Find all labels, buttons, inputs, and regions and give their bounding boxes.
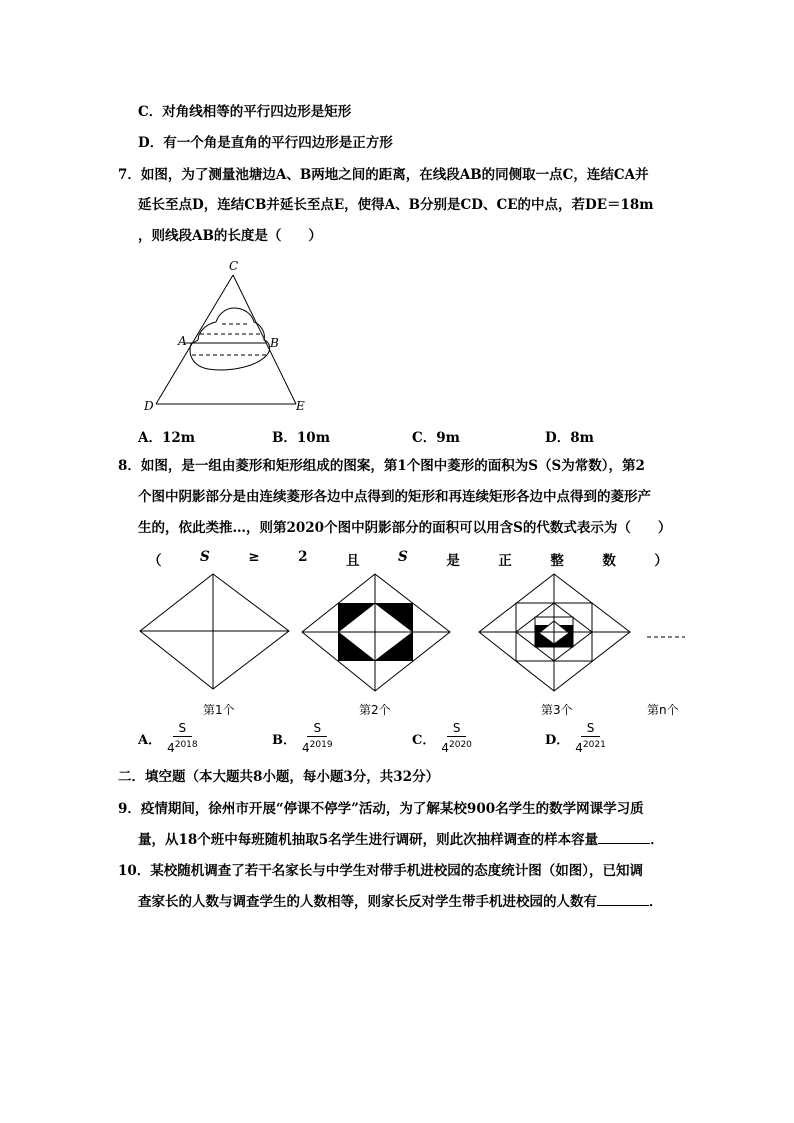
q8-condition-line (148, 549, 668, 569)
q8-option-a-exponent: 2018 (174, 740, 198, 750)
q8-option-d-base: 4 (575, 741, 583, 755)
caption-figure-1: 第1个 (203, 703, 235, 717)
cond-s1: S (200, 549, 210, 565)
q8-figure-2 (299, 571, 459, 695)
q8-option-d-exponent: 2021 (582, 740, 606, 750)
cond-geq: ≥ (248, 549, 260, 565)
section-2-heading: 二．填空题（本大题共8小题，每小题3分，共32分） (118, 769, 440, 785)
q8-option-b-numerator: S (307, 721, 327, 737)
q8-option-d-numerator: S (581, 721, 601, 737)
q8-option-c-letter: C． (412, 733, 436, 748)
cond-two: 2 (298, 549, 308, 565)
q7-option-c: C．9m (412, 430, 460, 446)
q9-stem-end: ． (650, 832, 664, 848)
q8-option-c (412, 721, 472, 756)
caption-figure-2: 第2个 (359, 703, 391, 717)
cond-zheng: 正 (498, 553, 512, 569)
q8-option-d (545, 721, 606, 756)
q8-option-a-numerator: S (173, 721, 193, 737)
q9-stem-line2 (138, 831, 664, 849)
cond-shu: 数 (602, 553, 616, 569)
q7-stem-line1: 7．如图，为了测量池塘边A、B两地之间的距离，在线段AB的同侧取一点C，连结CA并 (118, 167, 649, 183)
cond-close-paren: ） (654, 553, 668, 569)
label-c: C (229, 259, 239, 273)
q10-stem-line2-text: 查家长的人数与调查学生的人数相等，则家长反对学生带手机进校园的人数有 (138, 894, 597, 910)
q7-option-b: B．10m (272, 430, 330, 446)
q8-option-b (272, 721, 333, 756)
q9-stem-line1: 9．疫情期间，徐州市开展“停课不停学”活动，为了解某校900名学生的数学网课学习质 (118, 801, 644, 817)
q7-option-d: D．8m (545, 430, 594, 446)
q7-stem-line3: ，则线段AB的长度是（ ） (138, 228, 322, 244)
q8-figure-3 (476, 571, 636, 695)
label-d: D (144, 399, 154, 413)
q8-option-a-base: 4 (167, 741, 175, 755)
q9-answer-blank[interactable] (598, 831, 650, 844)
cond-s2: S (398, 549, 408, 565)
q8-continuation-dashes (647, 634, 687, 640)
q8-option-b-base: 4 (302, 741, 310, 755)
q8-option-d-letter: D． (545, 733, 570, 748)
q8-stem-line1: 8．如图，是一组由菱形和矩形组成的图案，第1个图中菱形的面积为S（S为常数），第2 (118, 458, 645, 474)
q8-option-a (138, 721, 198, 756)
q8-figure-1 (137, 571, 297, 695)
label-b: B (270, 336, 279, 350)
q8-option-c-base: 4 (441, 741, 449, 755)
q10-answer-blank[interactable] (597, 893, 649, 906)
q7-option-a: A．12m (138, 430, 196, 446)
cond-and: 且 (346, 553, 360, 569)
q8-option-c-exponent: 2020 (449, 740, 472, 750)
label-a: A (178, 334, 187, 348)
q8-option-b-exponent: 2019 (309, 740, 333, 750)
q8-stem-line2: 个图中阴影部分是由连续菱形各边中点得到的矩形和再连续矩形各边中点得到的菱形产 (138, 489, 651, 505)
q10-stem-line2 (138, 893, 663, 911)
q8-option-b-letter: B． (272, 733, 296, 748)
q7-stem-line2: 延长至点D，连结CB并延长至点E，使得A、B分别是CD、CE的中点，若DE＝18m (138, 197, 654, 213)
q9-stem-line2-text: 量，从18个班中每班随机抽取5名学生进行调研，则此次抽样调查的样本容量 (138, 832, 599, 848)
label-e: E (296, 399, 305, 413)
q6-option-c: C．对角线相等的平行四边形是矩形 (138, 104, 352, 120)
q6-option-d: D．有一个角是直角的平行四边形是正方形 (138, 135, 393, 151)
q8-option-c-numerator: S (447, 721, 467, 737)
q10-stem-line1: 10．某校随机调查了若干名家长与中学生对带手机进校园的态度统计图（如图），已知调 (118, 863, 644, 879)
q7-triangle-figure (136, 256, 316, 416)
q8-option-a-letter: A． (138, 733, 162, 748)
q8-stem-line3: 生的，依此类推…，则第2020个图中阴影部分的面积可以用含S的代数式表示为（ ） (138, 520, 672, 536)
q10-stem-end: ． (649, 894, 663, 910)
caption-figure-3: 第3个 (541, 703, 573, 717)
caption-figure-n: 第n个 (647, 703, 679, 717)
cond-is: 是 (446, 553, 460, 569)
cond-open-paren: （ (148, 553, 162, 569)
cond-zheng2: 整 (550, 553, 564, 569)
